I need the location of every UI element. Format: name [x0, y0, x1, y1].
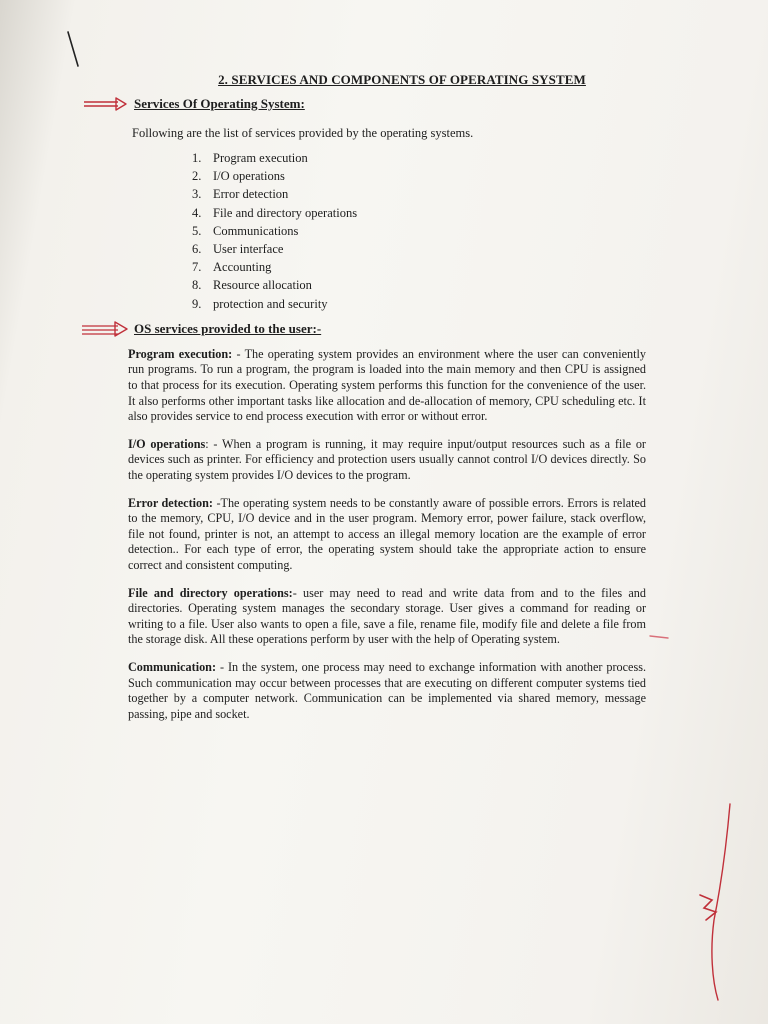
list-item-text: Error detection	[213, 187, 289, 202]
list-item	[192, 295, 646, 313]
list-item	[192, 167, 646, 185]
list-item-number: 2.	[192, 169, 202, 184]
list-item-number: 3.	[192, 187, 202, 202]
list-item-text: Resource allocation	[213, 278, 312, 293]
section-heading-row-user-services	[118, 321, 646, 337]
paragraph-term: Error detection:	[128, 495, 213, 510]
list-item	[192, 276, 646, 294]
section-heading-services: Services Of Operating System:	[134, 96, 305, 111]
list-item-text: Program execution	[213, 151, 308, 165]
section-heading-user-services: OS services provided to the user:-	[134, 320, 322, 336]
list-item	[192, 222, 646, 240]
list-item-number: 1.	[192, 151, 202, 165]
paragraph-text: - user may need to read and write data from and to the files and directories. Operating system manages the secondary storage. User gives a command for reading or writing to a file. User also wants to open a file, save a file, rename file, modify file and delete a file from the storage disk. All these operations perform by user with the help of Operating system.	[128, 585, 646, 647]
list-item-text: User interface	[213, 242, 284, 257]
paragraph-term: File and directory operations:	[128, 585, 293, 600]
list-item	[192, 185, 646, 203]
hand-drawn-arrow-icon	[82, 96, 130, 112]
section-heading-row-services	[118, 96, 646, 112]
list-item	[192, 149, 646, 167]
paragraph-text: : - When a program is running, it may require input/output resources such as a file or devices such as printer. For efficiency and protection users usually cannot control I/O devices directly. So the operating system provides I/O devices to the program.	[128, 436, 646, 482]
services-list	[192, 149, 646, 313]
page-title: 2. SERVICES AND COMPONENTS OF OPERATING SYSTEM	[218, 72, 586, 87]
paragraph-program-execution	[128, 347, 646, 425]
pencil-stroke-mark	[64, 30, 84, 70]
paragraph-text: - In the system, one process may need to exchange information with another process. Such communication may occur between processes that are executing on different computer systems tied together by a computer network. Communication can be implemented via shared memory, message passing, pipe and socket.	[128, 659, 646, 721]
red-margin-line-mark	[690, 800, 740, 1010]
paragraph-term: Program execution:	[128, 346, 233, 361]
list-item-text: protection and security	[213, 296, 328, 311]
paragraph-text: - The operating system provides an environment where the user can conveniently run programs. To run a program, the program is loaded into the main memory and then CPU is assigned to that process for its execution. Operating system performs this function for the convenience of the user. It also performs other important tasks like allocation and de-allocation of memory, CPU scheduling etc. It also provides service to end process execution with error or without error.	[128, 346, 646, 424]
section-user-services	[118, 321, 646, 722]
list-item	[192, 240, 646, 258]
list-item-number: 9.	[192, 296, 202, 311]
list-item-text: File and directory operations	[213, 205, 358, 220]
paragraph-term: I/O operations	[128, 436, 206, 451]
list-item	[192, 204, 646, 222]
paragraph-term: Communication:	[128, 659, 217, 674]
paragraph-text: -The operating system needs to be constantly aware of possible errors. Errors is related to the memory, CPU, I/O device and in the user program. Memory error, power failure, stack overflow, file not found, printer is not, an attempt to access an illegal memory location are the example of error detection.. For each type of error, the operating system should take the appropriate action to ensure correct and consistent computing.	[128, 495, 647, 572]
services-intro-text: Following are the list of services provided by the operating systems.	[132, 126, 474, 140]
list-item	[192, 258, 646, 276]
red-tick-mark	[648, 628, 672, 644]
list-item-text: Accounting	[213, 260, 272, 275]
list-item-text: I/O operations	[213, 169, 285, 184]
paragraph-io-operations	[128, 437, 646, 484]
list-item-text: Communications	[213, 223, 299, 238]
list-item-number: 4.	[192, 205, 202, 220]
list-item-number: 8.	[192, 278, 202, 293]
list-item-number: 6.	[192, 242, 202, 257]
document-content	[118, 72, 646, 722]
list-item-number: 5.	[192, 223, 202, 238]
hand-drawn-arrow-icon	[82, 321, 130, 337]
paragraph-communication	[128, 660, 646, 722]
list-item-number: 7.	[192, 260, 202, 275]
paragraph-error-detection	[128, 496, 646, 574]
paragraph-file-directory-operations	[128, 586, 646, 648]
